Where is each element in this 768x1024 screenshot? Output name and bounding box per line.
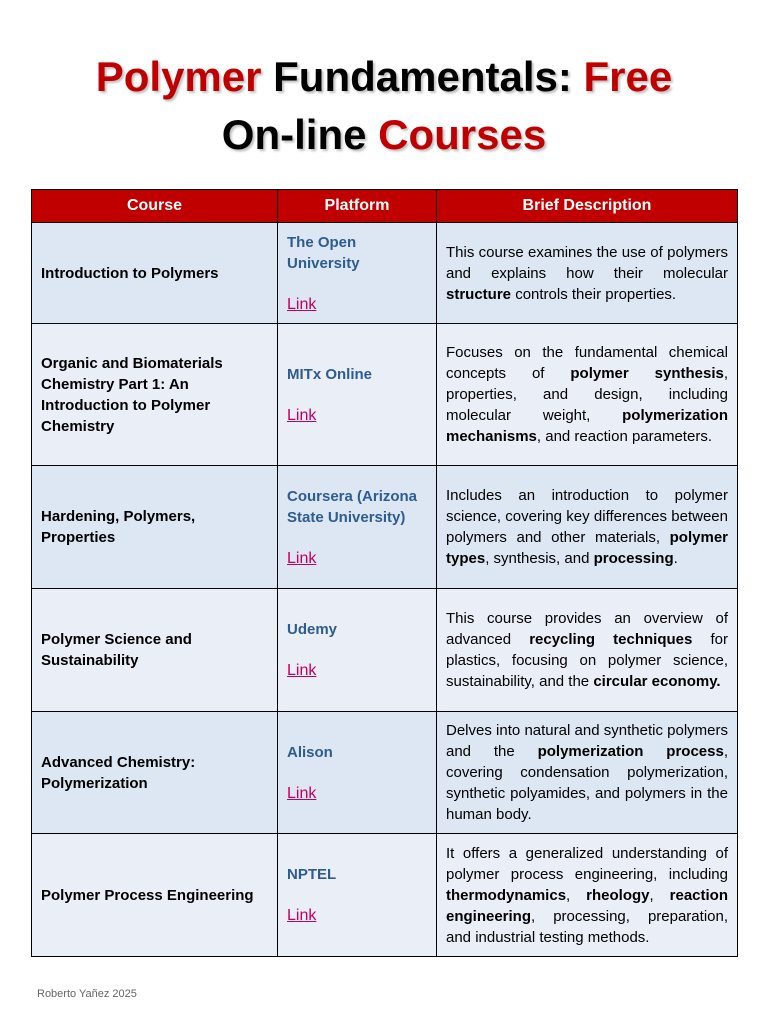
description-keyword: structure	[446, 285, 512, 303]
platform-cell	[278, 589, 437, 712]
course-name: Introduction to Polymers	[32, 223, 278, 324]
description-keyword: polymerization mechanisms	[446, 407, 728, 445]
course-name: Hardening, Polymers, Properties	[32, 466, 278, 589]
title-word-fundamentals: Fundamentals:	[261, 53, 584, 100]
courses-table	[31, 189, 738, 957]
course-link[interactable]: Link	[287, 907, 317, 924]
description-text: , covering condensation polymerization, synthetic polyamides, and polymers in the human body.	[446, 743, 728, 823]
platform-name: Coursera (Arizona State University)	[287, 487, 418, 526]
description-text: controls their properties.	[511, 285, 677, 303]
description-text: Includes an introduction to polymer science, covering key differences between polymers and other materials,	[446, 487, 728, 546]
description-keyword: polymer types	[446, 529, 728, 567]
table-row	[32, 324, 738, 466]
description-text: ,	[649, 886, 670, 904]
platform-name: MITx Online	[287, 365, 373, 383]
description-text: This course provides an overview of advanced	[446, 610, 728, 648]
course-link[interactable]: Link	[287, 662, 317, 679]
description-text: Delves into natural and synthetic polymers and the	[446, 722, 728, 760]
platform-cell	[278, 834, 437, 957]
header-course: Course	[32, 190, 278, 223]
platform-name: Udemy	[287, 621, 338, 638]
course-description	[437, 589, 738, 712]
course-name: Advanced Chemistry: Polymerization	[32, 712, 278, 834]
table-header-row	[32, 190, 738, 223]
description-keyword: polymerization process	[537, 743, 724, 760]
header-platform: Platform	[278, 190, 437, 223]
description-text: It offers a generalized understanding of polymer process engineering, including	[446, 844, 728, 883]
platform-name: The Open University	[287, 233, 360, 272]
table-row	[32, 712, 738, 834]
description-text: , properties, and design, including molecular weight,	[446, 365, 729, 424]
title-word-courses: Courses	[378, 111, 547, 158]
description-keyword: polymer synthesis	[570, 365, 724, 382]
title-word-free: Free	[583, 53, 673, 100]
title-line-2	[0, 106, 768, 164]
course-link[interactable]: Link	[287, 549, 317, 567]
course-description	[437, 223, 738, 324]
description-keyword: thermodynamics	[446, 886, 567, 904]
description-text: .	[673, 550, 678, 567]
course-link[interactable]: Link	[287, 295, 317, 313]
course-description	[437, 324, 738, 466]
page-title	[0, 48, 768, 164]
course-name: Organic and Biomaterials Chemistry Part 1: An Introduction to Polymer Chemistry	[32, 324, 278, 466]
course-link[interactable]: Link	[287, 784, 317, 802]
title-line-1	[0, 48, 768, 106]
course-name: Polymer Science and Sustainability	[32, 589, 278, 712]
platform-cell	[278, 712, 437, 834]
description-keyword: processing	[593, 550, 674, 567]
description-keyword: reaction engineering	[446, 886, 728, 925]
title-word-polymer: Polymer	[95, 53, 262, 100]
course-description	[437, 712, 738, 834]
description-text: This course examines the use of polymers and explains how their molecular	[446, 243, 728, 282]
platform-cell	[278, 324, 437, 466]
table-row	[32, 834, 738, 957]
description-text: Focuses on the fundamental chemical concepts of	[446, 344, 728, 382]
course-description	[437, 466, 738, 589]
description-text: for plastics, focusing on polymer science, sustainability, and the	[446, 631, 728, 690]
course-name: Polymer Process Engineering	[32, 834, 278, 957]
platform-cell	[278, 223, 437, 324]
description-text: , processing, preparation, and industrial testing methods.	[446, 907, 728, 946]
description-keyword: recycling techniques	[529, 631, 693, 648]
table-row	[32, 589, 738, 712]
course-link[interactable]: Link	[287, 406, 317, 424]
description-keyword: circular economy.	[593, 673, 721, 690]
title-word-online: On-line	[221, 111, 379, 158]
platform-cell	[278, 466, 437, 589]
table-row	[32, 466, 738, 589]
platform-name: Alison	[287, 743, 333, 761]
description-keyword: rheology	[586, 886, 650, 904]
course-description	[437, 834, 738, 957]
table-row	[32, 223, 738, 324]
description-text: , synthesis, and	[485, 550, 594, 567]
platform-name: NPTEL	[287, 866, 337, 883]
description-text: ,	[566, 886, 587, 904]
header-description: Brief Description	[437, 190, 738, 223]
description-text: , and reaction parameters.	[536, 428, 712, 445]
author-footer: Roberto Yañez 2025	[37, 988, 137, 1000]
